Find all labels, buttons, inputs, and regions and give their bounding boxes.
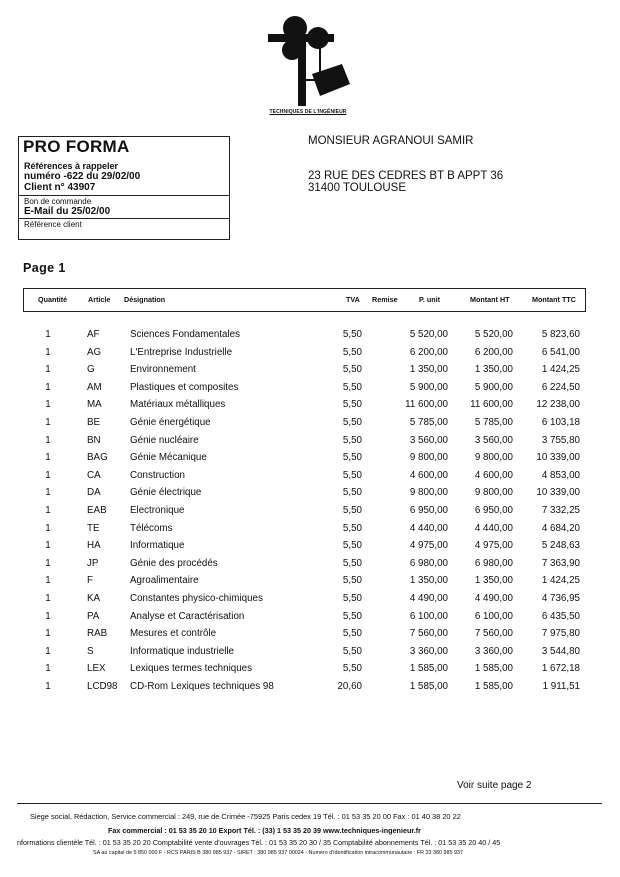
cell-article: RAB [87,628,108,639]
cell-article: CA [87,470,101,481]
cell-tva: 5,50 [342,611,362,622]
cell-montant-ttc: 4 736,95 [541,593,580,604]
cell-montant-ttc: 10 339,00 [536,487,580,498]
cell-tva: 5,50 [342,558,362,569]
cell-tva: 5,50 [342,435,362,446]
proforma-title: PRO FORMA [23,137,130,156]
cell-quantite: 1 [45,364,51,375]
footer-contacts: Fax commercial : 01 53 35 20 10 Export Tél. : (33) 1 53 35 20 39 www.techniques-ingenieur.fr [108,826,421,835]
cell-montant-ht: 9 800,00 [474,452,513,463]
cell-montant-ttc: 4 853,00 [541,470,580,481]
cell-designation: Construction [130,470,185,481]
recipient-name: MONSIEUR AGRANOUI SAMIR [308,135,474,147]
cell-montant-ttc: 6 435,50 [541,611,580,622]
cell-article: MA [87,399,102,410]
cell-punit: 9 800,00 [409,452,448,463]
cell-montant-ttc: 1 672,18 [541,663,580,674]
cell-punit: 1 585,00 [409,681,448,692]
cell-montant-ht: 6 200,00 [474,347,513,358]
order-label: Bon de commande [24,197,92,206]
cell-tva: 5,50 [342,347,362,358]
cell-quantite: 1 [45,593,51,604]
cell-designation: Informatique industrielle [130,646,235,657]
cell-montant-ttc: 7 332,25 [541,505,580,516]
cell-tva: 5,50 [342,382,362,393]
cell-tva: 5,50 [342,417,362,428]
cell-montant-ht: 6 100,00 [474,611,513,622]
cell-montant-ht: 7 560,00 [474,628,513,639]
cell-article: LEX [87,663,106,674]
company-logo [262,12,352,116]
cell-punit: 4 440,00 [409,523,448,534]
header-remise: Remise [372,295,398,304]
cell-article: BE [87,417,101,428]
cell-tva: 5,50 [342,487,362,498]
continued-note: Voir suite page 2 [457,780,532,791]
cell-montant-ht: 11 600,00 [470,399,513,410]
cell-article: JP [87,558,99,569]
cell-montant-ht: 3 560,00 [474,435,513,446]
cell-quantite: 1 [45,347,51,358]
cell-montant-ttc: 3 544,80 [541,646,580,657]
cell-quantite: 1 [45,399,51,410]
order-value: E-Mail du 25/02/00 [24,206,111,217]
cell-montant-ttc: 5 248,63 [541,540,580,551]
cell-montant-ttc: 6 541,00 [541,347,580,358]
header-punit: P. unit [419,295,441,304]
cell-designation: Agroalimentaire [130,575,199,586]
cell-designation: Electronique [130,505,185,516]
cell-quantite: 1 [45,452,51,463]
reference-number: numéro -622 du 29/02/00 [24,171,141,182]
cell-designation: Plastiques et composites [130,382,239,393]
cell-montant-ttc: 7 363,90 [541,558,580,569]
cell-quantite: 1 [45,523,51,534]
cell-quantite: 1 [45,663,51,674]
cell-montant-ht: 1 350,00 [474,364,513,375]
cell-montant-ttc: 12 238,00 [536,399,580,410]
cell-article: HA [87,540,101,551]
cell-tva: 5,50 [342,663,362,674]
references-label: Références à rappeler [24,161,119,171]
cell-article: LCD98 [87,681,118,692]
cell-montant-ht: 4 490,00 [474,593,513,604]
cell-punit: 1 350,00 [409,575,448,586]
cell-montant-ht: 1 585,00 [474,681,513,692]
cell-designation: CD-Rom Lexiques techniques 98 [130,681,274,692]
cell-tva: 5,50 [342,470,362,481]
address-line-1: 23 RUE DES CEDRES BT B APPT 36 [308,170,504,182]
cell-tva: 20,60 [337,681,362,692]
cell-article: S [87,646,94,657]
cell-article: TE [87,523,100,534]
cell-tva: 5,50 [342,505,362,516]
cell-montant-ttc: 4 684,20 [541,523,580,534]
cell-punit: 5 520,00 [409,329,448,340]
cell-designation: Génie nucléaire [130,435,199,446]
cell-montant-ttc: 5 823,60 [541,329,580,340]
cell-designation: Génie Mécanique [130,452,207,463]
cell-quantite: 1 [45,470,51,481]
cell-montant-ht: 1 585,00 [474,663,513,674]
cell-tva: 5,50 [342,575,362,586]
cell-punit: 6 200,00 [409,347,448,358]
cell-punit: 6 980,00 [409,558,448,569]
cell-article: G [87,364,95,375]
cell-designation: Constantes physico-chimiques [130,593,263,604]
client-reference-label: Référence client [24,220,82,229]
cell-quantite: 1 [45,628,51,639]
cell-designation: Télécoms [130,523,173,534]
cell-montant-ttc: 6 103,18 [541,417,580,428]
cell-designation: Sciences Fondamentales [130,329,241,340]
cell-montant-ttc: 7 975,80 [541,628,580,639]
cell-montant-ttc: 1 911,51 [542,681,580,692]
cell-quantite: 1 [45,329,51,340]
cell-punit: 7 560,00 [409,628,448,639]
cell-article: AG [87,347,102,358]
cell-punit: 5 900,00 [409,382,448,393]
cell-punit: 1 585,00 [409,663,448,674]
cell-montant-ht: 1 350,00 [474,575,513,586]
cell-punit: 3 560,00 [409,435,448,446]
cell-montant-ht: 4 440,00 [474,523,513,534]
cell-tva: 5,50 [342,329,362,340]
cell-punit: 6 100,00 [409,611,448,622]
cell-quantite: 1 [45,646,51,657]
header-montant-ht: Montant HT [470,295,510,304]
cell-article: AF [87,329,100,340]
proforma-box [18,136,230,240]
cell-punit: 4 490,00 [409,593,448,604]
cell-tva: 5,50 [342,523,362,534]
cell-montant-ttc: 3 755,80 [541,435,580,446]
header-montant-ttc: Montant TTC [532,295,576,304]
cell-montant-ht: 9 800,00 [474,487,513,498]
cell-tva: 5,50 [342,399,362,410]
cell-punit: 4 600,00 [409,470,448,481]
cell-punit: 11 600,00 [405,399,448,410]
address-line-2: 31400 TOULOUSE [308,182,407,194]
cell-designation: Génie des procédés [130,558,218,569]
cell-designation: Lexiques termes techniques [130,663,252,674]
cell-montant-ht: 5 520,00 [474,329,513,340]
cell-punit: 6 950,00 [409,505,448,516]
header-designation: Désignation [124,295,166,304]
cell-designation: Génie énergétique [130,417,211,428]
cell-quantite: 1 [45,681,51,692]
cell-quantite: 1 [45,575,51,586]
cell-tva: 5,50 [342,593,362,604]
header-quantite: Quantité [38,295,68,304]
cell-designation: Matériaux métalliques [130,399,226,410]
cell-quantite: 1 [45,382,51,393]
cell-designation: Mesures et contrôle [130,628,217,639]
cell-designation: Génie électrique [130,487,202,498]
cell-quantite: 1 [45,611,51,622]
cell-tva: 5,50 [342,646,362,657]
cell-punit: 4 975,00 [409,540,448,551]
cell-article: PA [87,611,100,622]
logo-caption: TECHNIQUES DE L'INGÉNIEUR [269,109,347,115]
page-number: Page 1 [23,261,66,275]
cell-tva: 5,50 [342,452,362,463]
cell-article: EAB [87,505,107,516]
cell-punit: 1 350,00 [409,364,448,375]
cell-montant-ht: 6 980,00 [474,558,513,569]
cell-designation: L'Entreprise Industrielle [130,347,233,358]
cell-article: BAG [87,452,108,463]
cell-punit: 5 785,00 [409,417,448,428]
footer-address: Siege social, Rédaction, Service commercial : 249, rue de Crimée -75925 Paris cedex 19 Tél. : 01 53 35 20 00 Fax : 01 40 38 20 22 [30,812,461,821]
cell-tva: 5,50 [342,364,362,375]
cell-quantite: 1 [45,505,51,516]
header-article: Article [88,295,111,304]
cell-tva: 5,50 [342,628,362,639]
cell-punit: 9 800,00 [409,487,448,498]
box-divider [19,195,229,196]
cell-montant-ttc: 1 424,25 [541,364,580,375]
cell-quantite: 1 [45,558,51,569]
cell-montant-ht: 5 900,00 [474,382,513,393]
cell-quantite: 1 [45,417,51,428]
cell-article: BN [87,435,101,446]
cell-quantite: 1 [45,487,51,498]
cell-montant-ttc: 10 339,00 [536,452,580,463]
cell-montant-ht: 4 975,00 [474,540,513,551]
header-tva: TVA [346,295,360,304]
footer-divider [17,803,602,804]
ti-logo-graphic [262,12,352,116]
cell-article: F [87,575,93,586]
box-divider [19,218,229,219]
cell-article: KA [87,593,101,604]
cell-designation: Informatique [130,540,185,551]
footer-legal: SA au capital de 5 850 000 F - RCS PARIS B 380 985 937 - SIRET : 380 985 937 00024 - Numéro d'identification intracommunautaire : FR 33 380 985 937 [93,850,464,856]
cell-montant-ht: 5 785,00 [474,417,513,428]
cell-tva: 5,50 [342,540,362,551]
cell-designation: Analyse et Caractérisation [130,611,245,622]
cell-montant-ttc: 1 424,25 [541,575,580,586]
cell-montant-ttc: 6 224,50 [541,382,580,393]
cell-article: DA [87,487,101,498]
client-number: Client n° 43907 [24,182,96,193]
cell-montant-ht: 4 600,00 [474,470,513,481]
cell-article: AM [87,382,102,393]
footer-services: nformations clientèle Tél. : 01 53 35 20 20 Comptabilité vente d'ouvrages Tél. : 01 53 35 20 30 / 35 Comptabilité abonnements Tél. : 01 53 35 20 40 / 45 [17,838,501,847]
cell-quantite: 1 [45,540,51,551]
cell-quantite: 1 [45,435,51,446]
cell-designation: Environnement [130,364,196,375]
cell-montant-ht: 6 950,00 [474,505,513,516]
cell-montant-ht: 3 360,00 [474,646,513,657]
cell-punit: 3 360,00 [409,646,448,657]
